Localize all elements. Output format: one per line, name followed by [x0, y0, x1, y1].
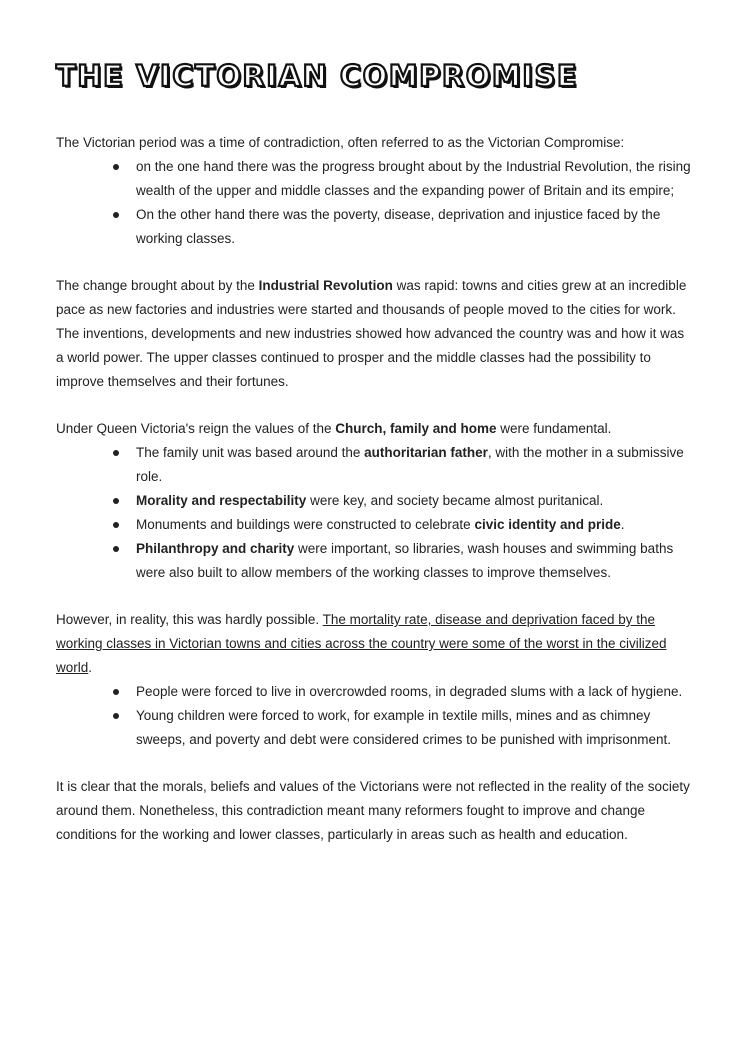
text-run: were key, and society became almost puritanical.: [306, 493, 604, 508]
conclusion-paragraph: It is clear that the morals, beliefs and values of the Victorians were not reflected in the reality of the society around them. Nonetheless, this contradiction meant many reformers fought to improve and change conditions for the working and lower classes, particularly in areas such as health and education.: [56, 779, 690, 842]
bold-term: Industrial Revolution: [258, 278, 393, 293]
text-run: However, in reality, this was hardly possible.: [56, 612, 323, 627]
text-run: , with the mother in a submissive role.: [136, 445, 684, 484]
list-item: On the other hand there was the poverty, disease, deprivation and injustice faced by the working classes.: [136, 203, 694, 251]
bold-term: civic identity and pride: [474, 517, 621, 532]
text-run: .: [88, 660, 93, 675]
intro-bullet-list: [56, 155, 694, 251]
list-item: Young children were forced to work, for example in textile mills, mines and as chimney sweeps, and poverty and debt were considered crimes to be punished with imprisonment.: [136, 704, 694, 752]
reality-paragraph: [56, 608, 694, 680]
bold-term: Philanthropy and charity: [136, 541, 295, 556]
list-item: People were forced to live in overcrowded rooms, in degraded slums with a lack of hygiene.: [136, 680, 694, 704]
text-run: Under Queen Victoria's reign the values of the: [56, 421, 336, 436]
text-run: The change brought about by the: [56, 278, 259, 293]
underlined-statement: The mortality rate, disease and deprivation faced by the working classes in Victorian towns and cities across the country were some of the worst in the civilized world: [56, 612, 667, 675]
reality-bullet-list: [56, 680, 694, 752]
text-run: were important, so libraries, wash houses and swimming baths were also built to allow members of the working classes to improve themselves.: [136, 541, 674, 580]
values-paragraph: [56, 417, 694, 441]
text-run: were fundamental.: [496, 421, 612, 436]
list-item: [136, 513, 694, 537]
list-item: [136, 489, 694, 513]
bold-term: authoritarian father: [364, 445, 488, 460]
values-bullet-list: [56, 441, 694, 585]
intro-paragraph: The Victorian period was a time of contradiction, often referred to as the Victorian Compromise:: [56, 135, 625, 150]
list-item: [136, 441, 694, 489]
bold-term: Church, family and home: [335, 421, 497, 436]
text-run: The family unit was based around the: [136, 445, 365, 460]
page-title: THE VICTORIAN COMPROMISE: [56, 59, 579, 93]
industrial-revolution-paragraph: [56, 274, 694, 394]
list-item: on the one hand there was the progress brought about by the Industrial Revolution, the rising wealth of the upper and middle classes and the expanding power of Britain and its empire;: [136, 155, 694, 203]
text-run: was rapid: towns and cities grew at an incredible pace as new factories and industries were started and thousands of people moved to the cities for work. The inventions, developments and new industries showed how advanced the country was and how it was a world power. The upper classes continued to prosper and the middle classes had the possibility to improve themselves and their fortunes.: [56, 278, 687, 389]
text-run: Monuments and buildings were constructed to celebrate: [136, 517, 475, 532]
list-item: [136, 537, 694, 585]
text-run: .: [620, 517, 625, 532]
bold-term: Morality and respectability: [136, 493, 307, 508]
